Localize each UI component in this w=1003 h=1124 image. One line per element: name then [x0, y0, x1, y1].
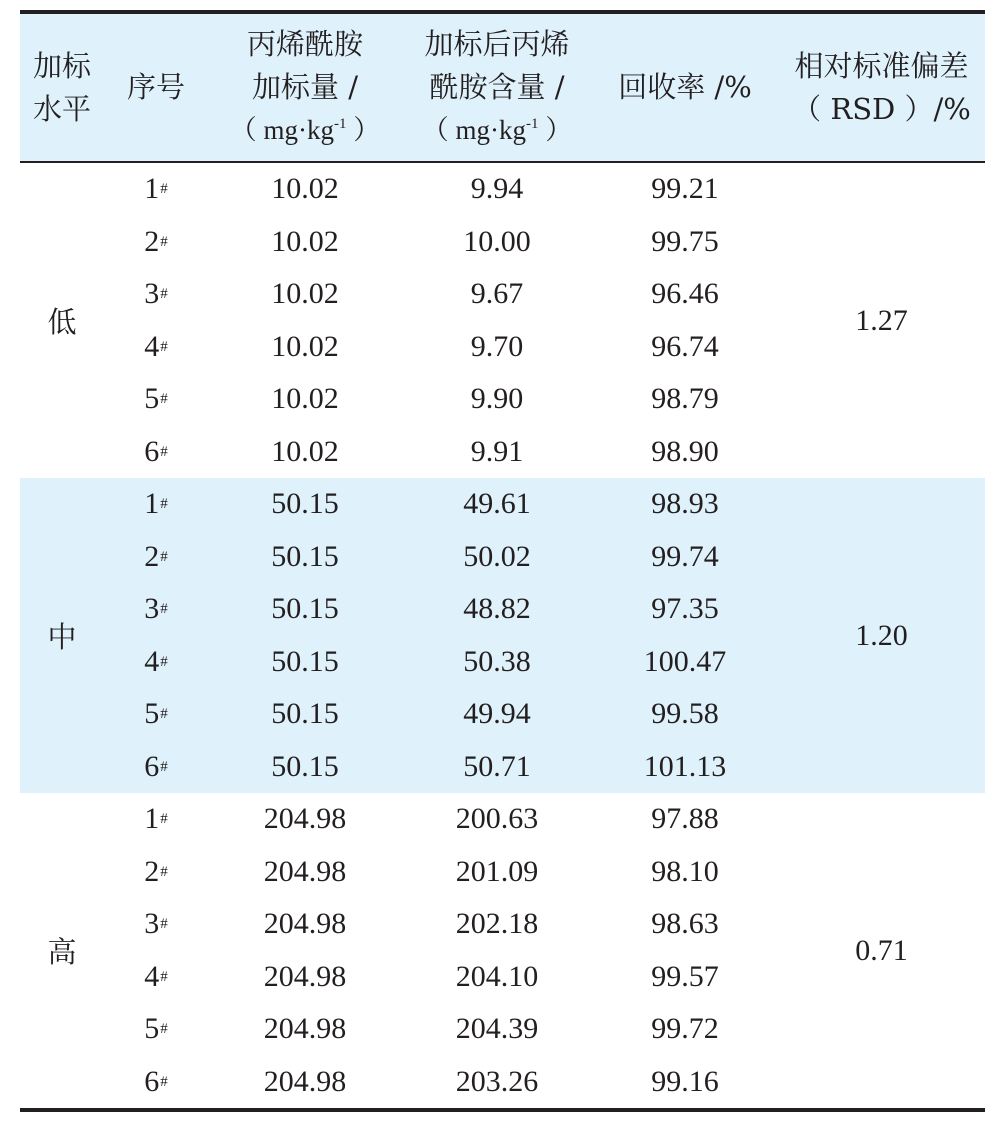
- unit-exponent: -1: [526, 116, 539, 132]
- recovery-cell: 99.57: [651, 959, 719, 993]
- header-spike-level-line-1: 加标: [32, 48, 91, 83]
- content-after-spike-cell: 9.94: [470, 172, 524, 206]
- rsd-cell: 1.27: [855, 303, 908, 337]
- recovery-cell: 101.13: [643, 749, 727, 783]
- recovery-cell: 96.74: [651, 329, 719, 363]
- sequence-cell: 3 #: [144, 592, 168, 626]
- header-rsd: [778, 14, 985, 161]
- rsd-cell: 1.20: [855, 618, 908, 652]
- sequence-cell: 1 #: [144, 802, 168, 836]
- header-recovery-label: 回收率 /%: [618, 70, 752, 104]
- spike-amount-cell: 50.15: [271, 487, 339, 521]
- unit-close: ）: [538, 115, 573, 145]
- sequence-cell: 1 #: [144, 172, 168, 206]
- spike-amount-cell: 204.98: [263, 907, 347, 941]
- table-bottom-rule: [20, 1108, 985, 1112]
- spike-amount-cell: 204.98: [263, 854, 347, 888]
- sequence-cell: 6 #: [144, 1064, 168, 1098]
- spike-amount-cell: 204.98: [263, 1064, 347, 1098]
- header-content-after-spike-unit: [422, 109, 573, 152]
- sequence-cell: 5 #: [144, 382, 168, 416]
- spike-amount-cell: 50.15: [271, 749, 339, 783]
- sequence-cell: 2 #: [144, 224, 168, 258]
- recovery-cell: 99.21: [651, 172, 719, 206]
- spike-amount-cell: 204.98: [263, 802, 347, 836]
- sequence-cell: 2 #: [144, 854, 168, 888]
- table-header: [20, 14, 985, 161]
- spike-amount-cell: 50.15: [271, 592, 339, 626]
- recovery-cell: 99.16: [651, 1064, 719, 1098]
- recovery-cell: 98.93: [651, 487, 719, 521]
- header-recovery: [592, 14, 778, 161]
- rsd-cell: 0.71: [855, 933, 908, 967]
- spike-level-cell: 中: [47, 620, 77, 654]
- content-after-spike-cell: 9.67: [470, 277, 524, 311]
- content-after-spike-cell: 49.61: [463, 487, 531, 521]
- sequence-number: 1: [144, 172, 160, 206]
- spike-level-cell: 低: [47, 305, 77, 339]
- sequence-cell: 4 #: [144, 644, 168, 678]
- content-after-spike-cell: 49.94: [463, 697, 531, 731]
- sequence-number: 5: [144, 1012, 160, 1046]
- sequence-number: 6: [144, 749, 160, 783]
- level-group: [20, 793, 985, 1108]
- sequence-cell: 4 #: [144, 959, 168, 993]
- recovery-cell: 98.63: [651, 907, 719, 941]
- sequence-number: 2: [144, 224, 160, 258]
- recovery-cell: 98.10: [651, 854, 719, 888]
- header-spike-amount-unit: [230, 109, 381, 152]
- header-sequence: [104, 14, 208, 161]
- unit-close: ）: [346, 115, 381, 145]
- table-body: [20, 163, 985, 1108]
- sequence-number: 1: [144, 802, 160, 836]
- content-after-spike-cell: 10.00: [463, 224, 531, 258]
- content-after-spike-cell: 9.70: [470, 329, 524, 363]
- sequence-number: 3: [144, 277, 160, 311]
- recovery-cell: 96.46: [651, 277, 719, 311]
- spike-amount-cell: 10.02: [271, 224, 339, 258]
- spike-amount-cell: 10.02: [271, 172, 339, 206]
- recovery-cell: 97.88: [651, 802, 719, 836]
- spike-amount-cell: 10.02: [271, 277, 339, 311]
- sequence-number: 4: [144, 959, 160, 993]
- spike-amount-cell: 50.15: [271, 539, 339, 573]
- sequence-cell: 6 #: [144, 749, 168, 783]
- header-spike-amount-line-1: 丙烯酰胺: [246, 27, 363, 61]
- recovery-cell: 100.47: [643, 644, 727, 678]
- unit-exponent: -1: [334, 116, 347, 132]
- content-after-spike-cell: 50.02: [463, 539, 531, 573]
- header-content-after-spike: [402, 14, 592, 161]
- recovery-table: [20, 10, 985, 1112]
- header-content-after-spike-line-1: 加标后丙烯: [424, 27, 570, 61]
- sequence-number: 5: [144, 382, 160, 416]
- sequence-number: 2: [144, 854, 160, 888]
- level-group: [20, 478, 985, 793]
- content-after-spike-cell: 50.71: [463, 749, 531, 783]
- recovery-cell: 99.75: [651, 224, 719, 258]
- sequence-cell: 3 #: [144, 277, 168, 311]
- sequence-cell: 1 #: [144, 487, 168, 521]
- spike-amount-cell: 10.02: [271, 434, 339, 468]
- spike-amount-cell: 204.98: [263, 1012, 347, 1046]
- sequence-number: 6: [144, 1064, 160, 1098]
- sequence-cell: 3 #: [144, 907, 168, 941]
- sequence-cell: 5 #: [144, 697, 168, 731]
- header-sequence-label: 序号: [126, 70, 185, 104]
- recovery-cell: 98.79: [651, 382, 719, 416]
- sequence-number: 4: [144, 329, 160, 363]
- content-after-spike-cell: 9.91: [470, 434, 524, 468]
- header-rsd-line-2: （ RSD ）/%: [792, 91, 971, 126]
- sequence-number: 5: [144, 697, 160, 731]
- content-after-spike-cell: 48.82: [463, 592, 531, 626]
- content-after-spike-cell: 50.38: [463, 644, 531, 678]
- header-spike-level: [20, 14, 104, 161]
- header-spike-amount: [208, 14, 402, 161]
- recovery-cell: 99.72: [651, 1012, 719, 1046]
- spike-level-cell: 高: [47, 935, 77, 969]
- content-after-spike-cell: 204.39: [455, 1012, 539, 1046]
- content-after-spike-cell: 201.09: [455, 854, 539, 888]
- header-rsd-line-1: 相对标准偏差: [794, 48, 969, 83]
- spike-amount-cell: 50.15: [271, 697, 339, 731]
- recovery-cell: 98.90: [651, 434, 719, 468]
- sequence-cell: 4 #: [144, 329, 168, 363]
- recovery-cell: 97.35: [651, 592, 719, 626]
- sequence-cell: 5 #: [144, 1012, 168, 1046]
- sequence-number: 4: [144, 644, 160, 678]
- header-content-after-spike-line-2: 酰胺含量 /: [429, 70, 565, 104]
- spike-amount-cell: 10.02: [271, 382, 339, 416]
- recovery-cell: 99.74: [651, 539, 719, 573]
- content-after-spike-cell: 9.90: [470, 382, 524, 416]
- sequence-cell: 2 #: [144, 539, 168, 573]
- level-group: [20, 163, 985, 478]
- header-spike-level-line-2: 水平: [32, 91, 91, 126]
- unit-open: （ mg·kg: [229, 115, 334, 145]
- content-after-spike-cell: 204.10: [455, 959, 539, 993]
- sequence-number: 2: [144, 539, 160, 573]
- header-spike-amount-line-2: 加标量 /: [252, 70, 358, 104]
- content-after-spike-cell: 202.18: [455, 907, 539, 941]
- content-after-spike-cell: 203.26: [455, 1064, 539, 1098]
- recovery-cell: 99.58: [651, 697, 719, 731]
- sequence-number: 6: [144, 434, 160, 468]
- spike-amount-cell: 10.02: [271, 329, 339, 363]
- spike-amount-cell: 204.98: [263, 959, 347, 993]
- sequence-number: 3: [144, 907, 160, 941]
- content-after-spike-cell: 200.63: [455, 802, 539, 836]
- spike-amount-cell: 50.15: [271, 644, 339, 678]
- sequence-cell: 6 #: [144, 434, 168, 468]
- unit-open: （ mg·kg: [421, 115, 526, 145]
- sequence-number: 3: [144, 592, 160, 626]
- sequence-number: 1: [144, 487, 160, 521]
